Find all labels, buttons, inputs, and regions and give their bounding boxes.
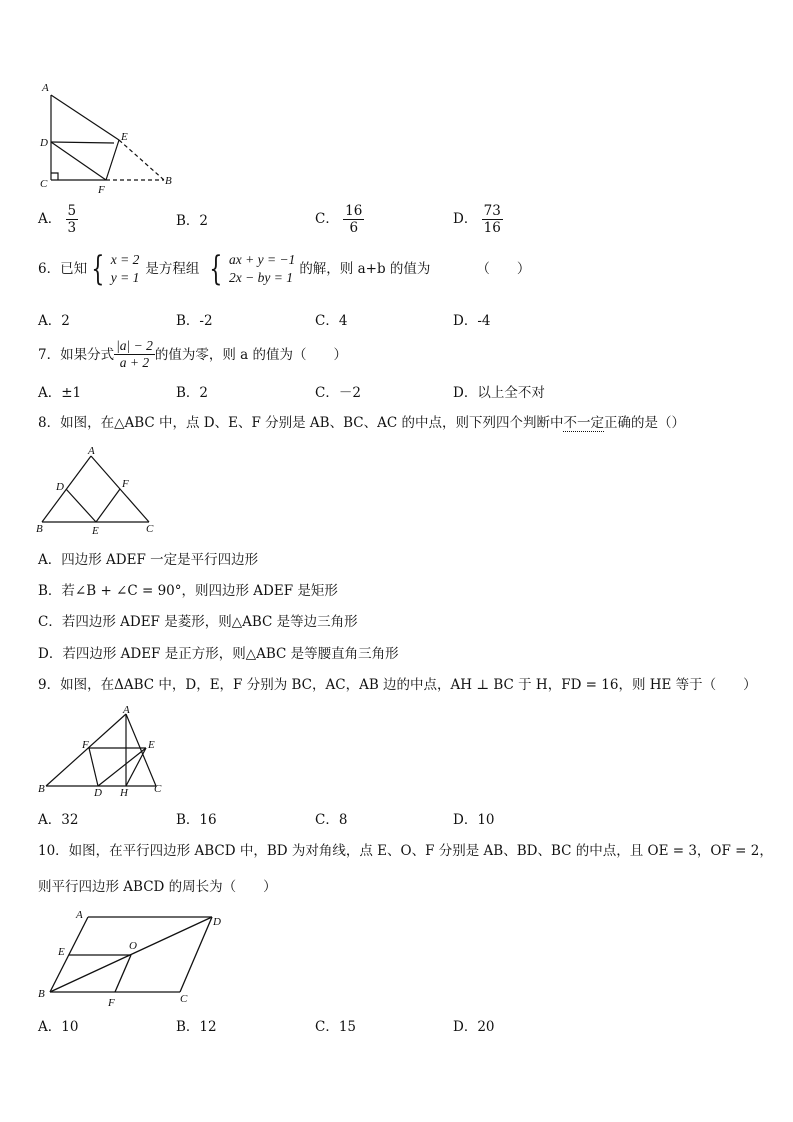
q8-stem: 8．如图，在△ABC 中，点 D、E、F 分别是 AB、BC、AC 的中点，则下列四个判断中不一定正确的是（） <box>38 415 685 431</box>
q8-figure <box>34 446 164 538</box>
q10-label-E: E <box>58 946 65 958</box>
equation-system-2: { ax + y = −1 2x − by = 1 <box>209 249 296 289</box>
q8-label-A: A <box>88 445 95 457</box>
q5-label-F: F <box>98 184 105 196</box>
q9-label-H: H <box>120 787 128 799</box>
q5-label-C: C <box>40 178 48 190</box>
q10-figure <box>34 905 234 1013</box>
q6-option-b: B．-2 <box>176 313 213 329</box>
q5-option-a: A． $\frac{5}{3}$ <box>38 203 77 236</box>
equation-system-1: { x = 2 y = 1 <box>91 249 140 289</box>
q9-label-D: D <box>94 787 102 799</box>
q7-option-c: C．－2 <box>315 385 361 401</box>
q8-label-C: C <box>146 523 154 535</box>
q10-option-b: B．12 <box>176 1019 217 1035</box>
q6-stem: 6．已知 { x = 2 y = 1 是方程组 { ax + y = −1 2x − by = 1 的解，则 a+b 的值为 （ ） <box>38 249 531 289</box>
q8-option-a: A．四边形 ADEF 一定是平行四边形 <box>38 552 259 568</box>
fraction: $\frac{16}{6}$ <box>345 203 363 236</box>
q6-option-d: D．-4 <box>453 313 491 329</box>
q9-stem: 9．如图，在ΔABC 中，D，E，F 分别为 BC，AC，AB 边的中点，AH ⊥ BC 于 H，FD = 16，则 HE 等于（ ） <box>38 677 757 693</box>
fraction: $\frac{5}{3}$ <box>67 203 77 236</box>
q5-figure <box>36 80 186 195</box>
q5-option-d: D． $\frac{73}{16}$ <box>453 203 501 236</box>
answer-blank: （ ） <box>476 261 531 277</box>
fraction: $\frac{|a| - 2}{a + 2}$ <box>116 338 153 370</box>
q8-label-E: E <box>92 525 99 537</box>
q9-option-b: B．16 <box>176 812 217 828</box>
q5-option-c: C． $\frac{16}{6}$ <box>315 203 363 236</box>
q8-label-F: F <box>122 478 129 490</box>
q9-label-C: C <box>154 783 162 795</box>
q9-figure <box>36 706 166 798</box>
q5-label-A: A <box>42 82 49 94</box>
q9-option-d: D．10 <box>453 812 495 828</box>
q9-label-B: B <box>38 783 45 795</box>
q10-option-a: A．10 <box>38 1019 79 1035</box>
q10-label-B: B <box>38 988 45 1000</box>
q10-label-A: A <box>76 909 83 921</box>
q10-stem-line1: 10．如图，在平行四边形 ABCD 中，BD 为对角线，点 E、O、F 分别是 AB、BD、BC 的中点，且 OE = 3，OF = 2， <box>38 843 773 859</box>
q7-stem: 7．如果分式 $\frac{|a| - 2}{a + 2}$ 的值为零，则 a 的值为（ ） <box>38 338 348 370</box>
emphasis-dotted: 不一定 <box>563 415 604 431</box>
q9-label-A: A <box>123 704 130 716</box>
q6-option-c: C．4 <box>315 313 348 329</box>
q9-label-E: E <box>148 739 155 751</box>
q9-option-a: A．32 <box>38 812 79 828</box>
q10-stem-line2: 则平行四边形 ABCD 的周长为（ ） <box>38 879 277 895</box>
q8-label-B: B <box>36 523 43 535</box>
q10-option-d: D．20 <box>453 1019 495 1035</box>
q5-label-E: E <box>121 131 128 143</box>
q7-option-d: D．以上全不对 <box>453 385 545 401</box>
q10-option-c: C．15 <box>315 1019 357 1035</box>
q10-label-O: O <box>129 940 137 952</box>
q8-option-b: B．若∠B + ∠C = 90°，则四边形 ADEF 是矩形 <box>38 583 338 599</box>
fraction: $\frac{73}{16}$ <box>483 203 501 236</box>
q5-label-B: B <box>165 175 172 187</box>
q7-option-b: B．2 <box>176 385 209 401</box>
q10-label-D: D <box>213 916 221 928</box>
q9-option-c: C．8 <box>315 812 348 828</box>
q9-label-F: F <box>82 739 89 751</box>
q5-option-b: B．2 <box>176 213 209 229</box>
q6-option-a: A．2 <box>38 313 70 329</box>
q8-option-d: D．若四边形 ADEF 是正方形，则△ABC 是等腰直角三角形 <box>38 646 399 662</box>
q10-label-F: F <box>108 997 115 1009</box>
q10-label-C: C <box>180 993 188 1005</box>
q8-label-D: D <box>56 481 64 493</box>
q5-label-D: D <box>40 137 48 149</box>
q7-option-a: A．±1 <box>38 385 82 401</box>
q8-option-c: C．若四边形 ADEF 是菱形，则△ABC 是等边三角形 <box>38 614 358 630</box>
